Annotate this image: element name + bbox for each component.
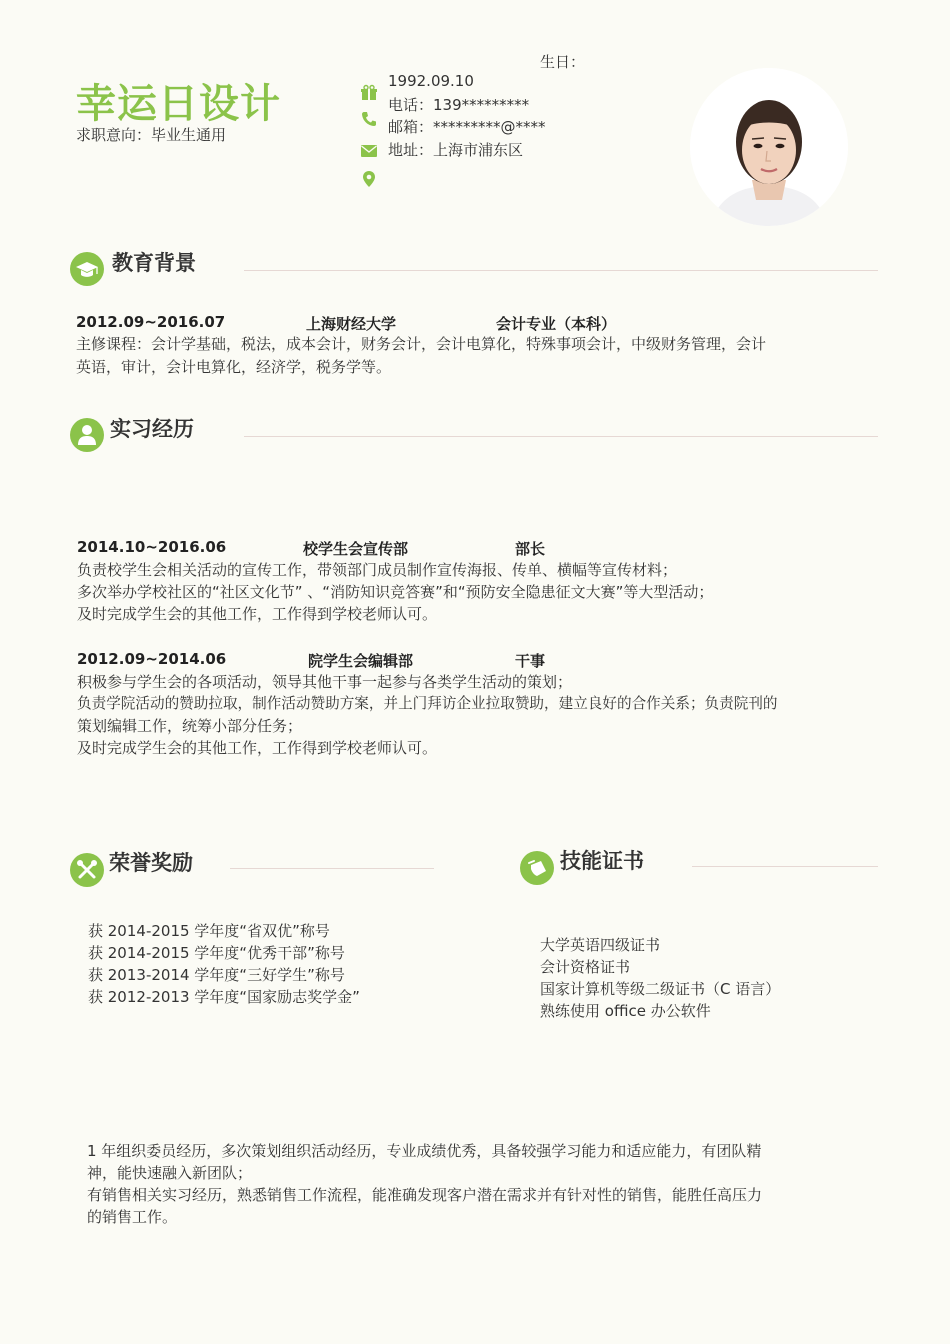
honor-item-3: 获 2013-2014 学年度“三好学生”称号 [88, 966, 345, 984]
summary-line-3: 有销售相关实习经历，熟悉销售工作流程，能准确发现客户潜在需求并有针对性的销售，能胜任高压力 [87, 1186, 763, 1204]
phone-text: 电话：139********* [388, 96, 530, 114]
honors-section-icon [70, 853, 104, 887]
honor-item-2: 获 2014-2015 学年度“优秀干部”称号 [88, 944, 345, 962]
phone-icon [360, 110, 378, 128]
honor-item-4: 获 2012-2013 学年度“国家励志奖学金” [88, 988, 360, 1006]
skill-item-3: 国家计算机等级二级证书（C 语言） [540, 980, 781, 998]
internship-1-line-3: 及时完成学生会的其他工作，工作得到学校老师认可。 [77, 605, 438, 623]
education-date: 2012.09~2016.07 [76, 313, 226, 331]
skills-section-icon [520, 851, 554, 885]
internship-1-role: 部长 [515, 540, 546, 558]
profile-photo [690, 68, 848, 226]
education-courses-line-2: 英语，审计，会计电算化，经济学，税务学等。 [76, 358, 392, 376]
education-title: 教育背景 [112, 251, 196, 275]
skills-title: 技能证书 [560, 849, 644, 873]
internship-2-org: 院学生会编辑部 [308, 652, 414, 670]
graduation-cap-icon [70, 252, 104, 286]
internship-1-date: 2014.10~2016.06 [77, 538, 227, 556]
honor-item-1: 获 2014-2015 学年度“省双优”称号 [88, 922, 330, 940]
skills-divider [692, 866, 878, 867]
summary-line-1: 1 年组织委员经历，多次策划组织活动经历，专业成绩优秀，具备较强学习能力和适应能力，有团队精 [87, 1142, 762, 1160]
education-section-icon [70, 252, 104, 286]
internship-title: 实习经历 [110, 417, 194, 441]
education-courses-line-1: 主修课程：会计学基础，税法，成本会计，财务会计，会计电算化，特殊事项会计，中级财务管理，会计 [76, 335, 767, 353]
internship-2-line-4: 及时完成学生会的其他工作，工作得到学校老师认可。 [77, 739, 438, 757]
education-major: 会计专业（本科） [496, 315, 617, 333]
education-school: 上海财经大学 [306, 315, 397, 333]
address-text: 地址：上海市浦东区 [388, 141, 524, 159]
internship-2-line-1: 积极参与学生会的各项活动，领导其他干事一起参与各类学生活动的策划； [77, 673, 573, 691]
tools-icon [70, 853, 104, 887]
skill-item-4: 熟练使用 office 办公软件 [540, 1002, 711, 1020]
internship-1-org: 校学生会宣传部 [303, 540, 409, 558]
job-intent: 求职意向：毕业生通用 [76, 126, 227, 144]
internship-1-line-1: 负责校学生会相关活动的宣传工作，带领部门成员制作宣传海报、传单、横幅等宣传材料； [77, 561, 678, 579]
gift-icon [360, 84, 378, 102]
internship-2-date: 2012.09~2014.06 [77, 650, 227, 668]
birthday-label: 生日： [540, 53, 586, 71]
hand-icon [520, 851, 554, 885]
summary-line-2: 神，能快速融入新团队； [87, 1164, 253, 1182]
location-icon [360, 170, 378, 188]
education-divider [244, 270, 878, 271]
person-icon [70, 418, 104, 452]
internship-section-icon [70, 418, 104, 452]
internship-divider [244, 436, 878, 437]
email-icon [360, 142, 378, 160]
internship-2-role: 干事 [515, 652, 546, 670]
honors-divider [230, 868, 434, 869]
email-text: 邮箱：*********@**** [388, 118, 546, 136]
honors-title: 荣誉奖励 [109, 851, 193, 875]
skill-item-1: 大学英语四级证书 [540, 936, 661, 954]
resume-name: 幸运日设计 [76, 81, 281, 127]
skill-item-2: 会计资格证书 [540, 958, 631, 976]
internship-2-line-3: 策划编辑工作，统筹小部分任务； [77, 717, 303, 735]
portrait-image [690, 68, 848, 226]
birthday-value: 1992.09.10 [388, 72, 474, 90]
summary-line-4: 的销售工作。 [87, 1208, 178, 1226]
internship-1-line-2: 多次举办学校社区的“社区文化节” 、“消防知识竞答赛”和“预防安全隐患征文大赛”等大型活动； [77, 583, 714, 601]
internship-2-line-2: 负责学院活动的赞助拉取，制作活动赞助方案，并上门拜访企业拉取赞助，建立良好的合作关系；负责院刊的 [77, 695, 778, 712]
